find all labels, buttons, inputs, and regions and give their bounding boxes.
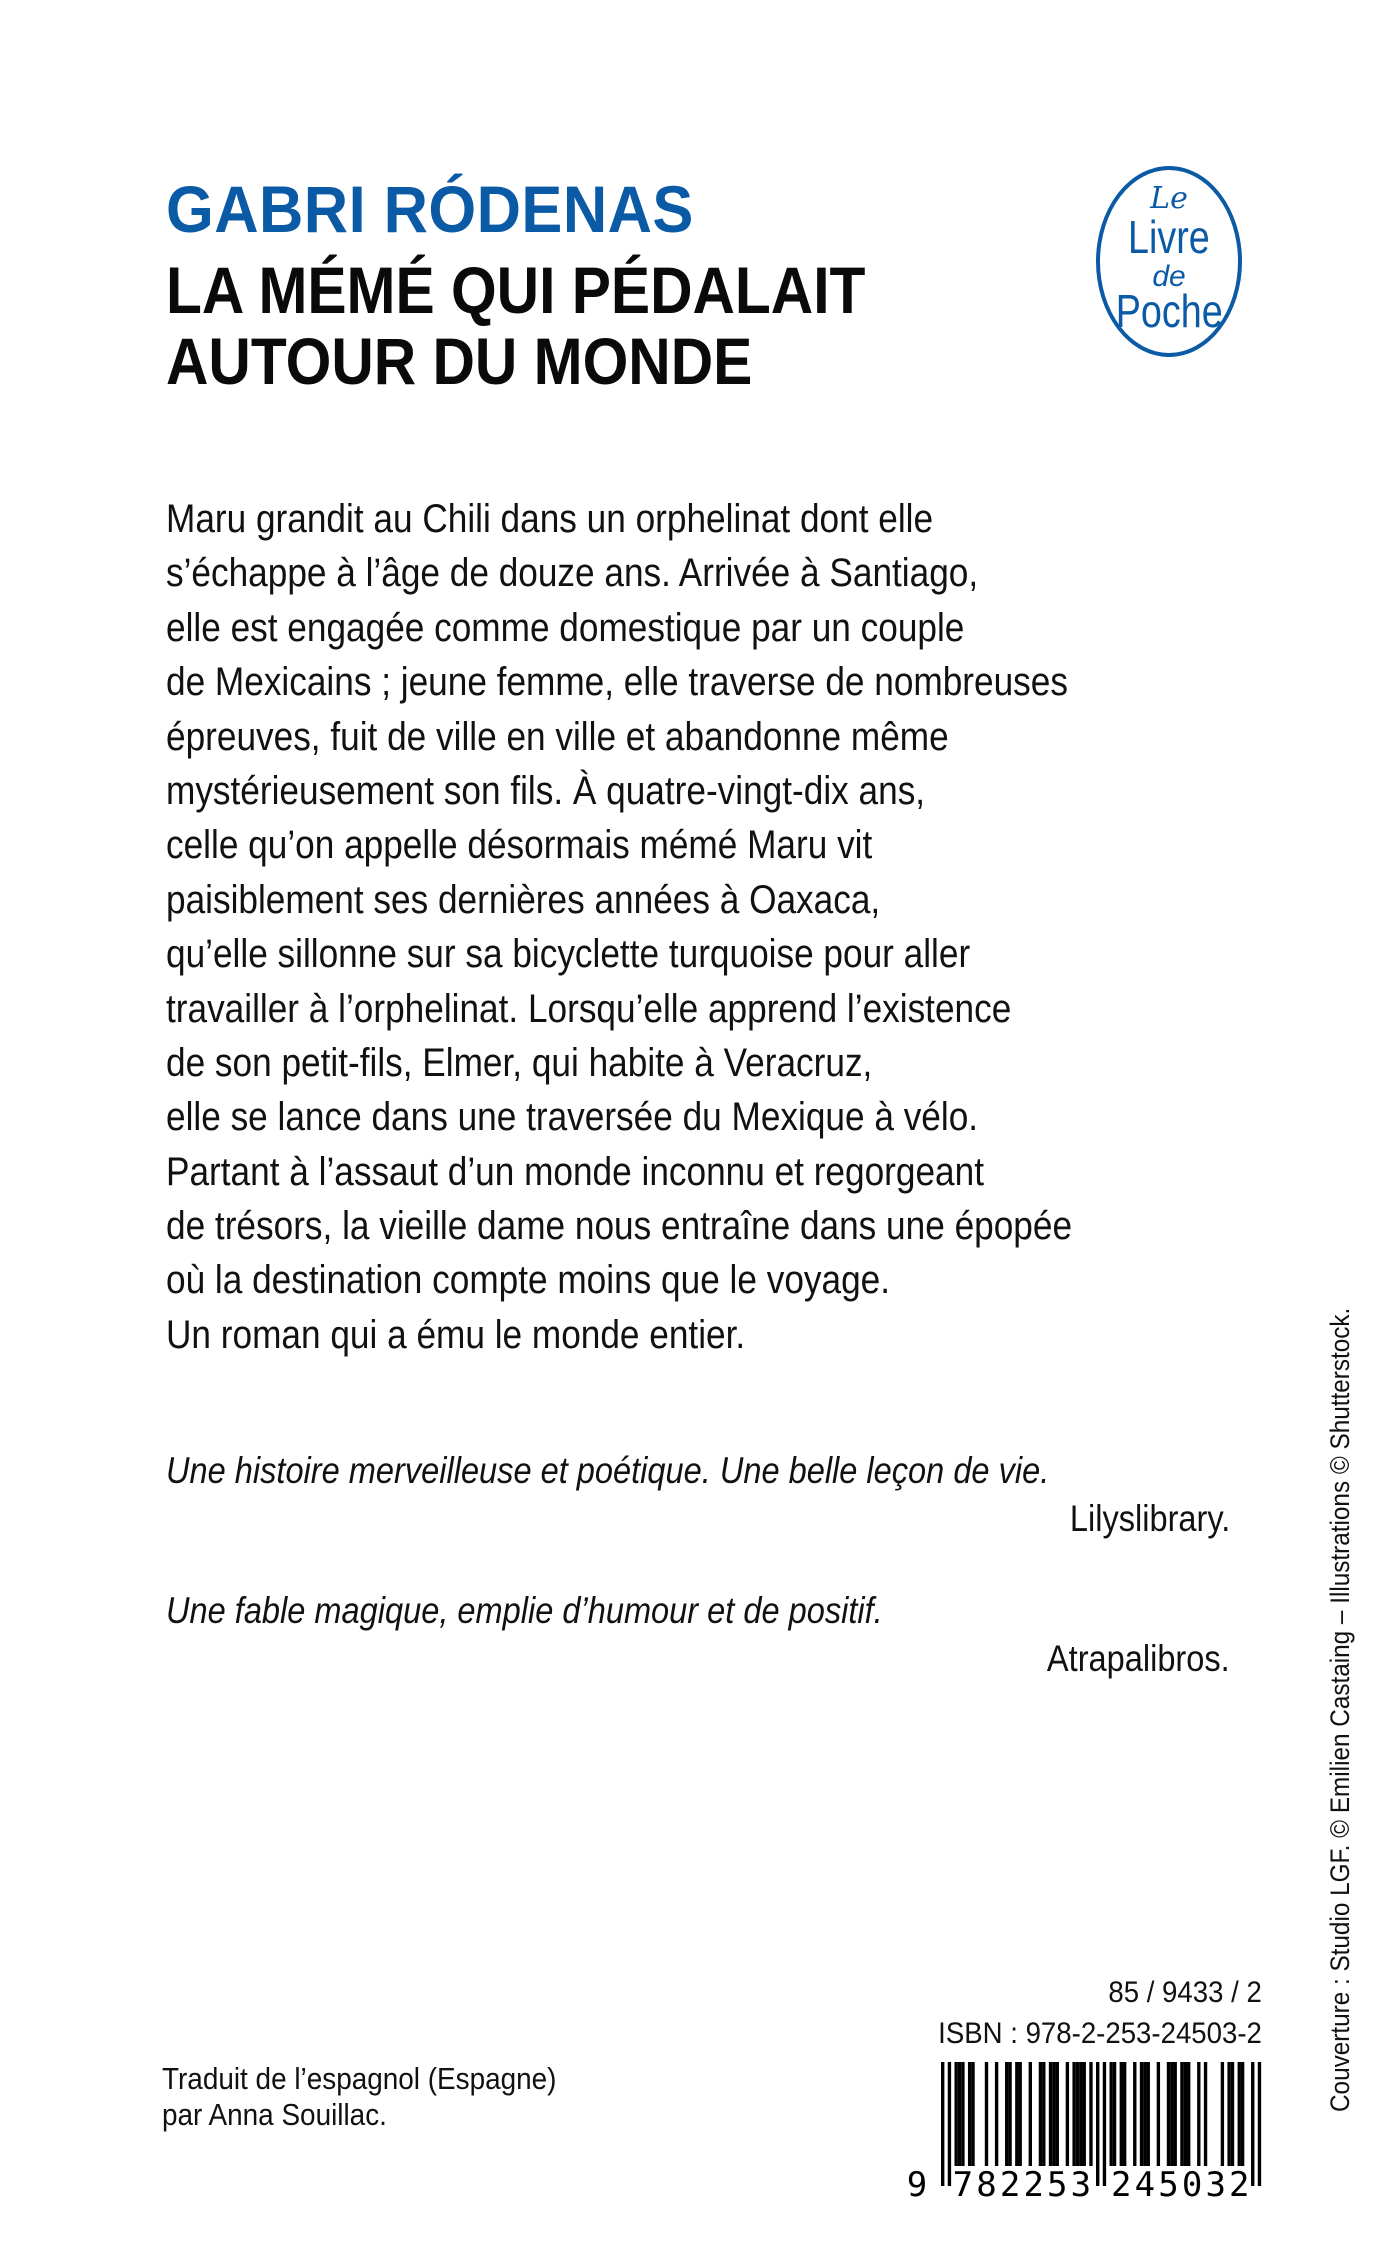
summary-line-text: paisiblement ses dernières années à Oaxaca, (166, 877, 881, 922)
translator-text-2: par Anna Souillac. (162, 2097, 387, 2132)
review-source-text-2: Atrapalibros. (1047, 1638, 1230, 1679)
summary-line (166, 601, 1286, 655)
review-quote-1 (166, 1452, 1170, 1489)
book-title-text-2: AUTOUR DU MONDE (166, 324, 753, 398)
summary-line (166, 818, 1286, 872)
book-title-text-1: LA MÉMÉ QUI PÉDALAIT (166, 253, 866, 327)
svg-text:5: 5 (1158, 2165, 1179, 2202)
logo-le: Le (1150, 181, 1188, 216)
review-quote-text-2: Une fable magique, emplie d’humour et de positif. (166, 1590, 883, 1631)
summary-line-text: mystérieusement son fils. À quatre-vingt-dix ans, (166, 768, 926, 813)
summary-line (166, 982, 1286, 1036)
summary-line (166, 1090, 1286, 1144)
summary-line (166, 927, 1286, 981)
summary-line-text: épreuves, fuit de ville en ville et abandonne même (166, 714, 949, 759)
summary-line-text: Un roman qui a ému le monde entier. (166, 1312, 746, 1357)
summary-line-text: Partant à l’assaut d’un monde inconnu et regorgeant (166, 1149, 984, 1194)
summary-line (166, 873, 1286, 927)
summary-line (166, 492, 1286, 546)
svg-text:0: 0 (1181, 2165, 1203, 2202)
summary-line (166, 710, 1286, 764)
cover-credit-text: Couverture : Studio LGF. © Emilien Castaing – Illustrations © Shutterstock. (1325, 1307, 1355, 2112)
cover-credit (1322, 1307, 1358, 2112)
book-title-line-1 (166, 253, 952, 327)
summary-line-text: celle qu’on appelle désormais mémé Maru vit (166, 823, 873, 868)
isbn-number (910, 2019, 1262, 2049)
svg-text:2: 2 (999, 2165, 1021, 2202)
summary-line-text: elle est engagée comme domestique par un couple (166, 605, 965, 650)
svg-text:5: 5 (1047, 2165, 1068, 2202)
summary-line-text: s’échappe à l’âge de douze ans. Arrivée à Santiago, (166, 551, 979, 596)
svg-text:2: 2 (1023, 2165, 1044, 2202)
review-quote-2 (166, 1592, 980, 1629)
book-title-line-2 (166, 324, 825, 398)
review-quote-text-1: Une histoire merveilleuse et poétique. Une belle leçon de vie. (166, 1450, 1050, 1491)
review-source-text-1: Lilyslibrary. (1069, 1498, 1230, 1539)
catalog-reference-text: 85 / 9433 / 2 (1108, 1976, 1262, 2009)
isbn-text: ISBN : 978-2-253-24503-2 (938, 2017, 1262, 2050)
summary-line-text: elle se lance dans une traversée du Mexique à vélo. (166, 1095, 979, 1140)
summary-line (166, 655, 1286, 709)
author-name-text: GABRI RÓDENAS (166, 172, 694, 246)
translator-credit-line-2 (162, 2099, 412, 2130)
svg-text:3: 3 (1205, 2165, 1226, 2202)
svg-text:7: 7 (952, 2165, 974, 2202)
summary-line-text: de son petit-fils, Elmer, qui habite à Veracruz, (166, 1040, 873, 1085)
review-source-1 (1048, 1500, 1230, 1537)
svg-text:4: 4 (1134, 2165, 1156, 2202)
summary-line (166, 1145, 1286, 1199)
translator-credit-line-1 (162, 2063, 600, 2094)
logo-livre (1100, 211, 1238, 263)
review-source-2 (1022, 1640, 1230, 1677)
svg-text:8: 8 (976, 2165, 997, 2202)
summary-line (166, 1253, 1286, 1307)
summary-line (166, 764, 1286, 818)
logo-poche-text: Poche (1115, 285, 1223, 337)
translator-text-1: Traduit de l’espagnol (Espagne) (162, 2061, 557, 2096)
book-summary (166, 492, 1286, 1362)
summary-line-text: Maru grandit au Chili dans un orphelinat dont elle (166, 497, 934, 541)
ean-barcode-icon (905, 2060, 1265, 2202)
publisher-logo (1096, 166, 1242, 357)
summary-line (166, 1036, 1286, 1090)
summary-line-text: où la destination compte moins que le voyage. (166, 1258, 891, 1303)
logo-de: de (1152, 260, 1186, 293)
logo-poche (1094, 285, 1244, 337)
svg-text:2: 2 (1111, 2165, 1132, 2202)
logo-livre-text: Livre (1128, 211, 1210, 263)
summary-line-text: travailler à l’orphelinat. Lorsqu’elle apprend l’existence (166, 986, 1012, 1031)
summary-line-text: de Mexicains ; jeune femme, elle traverse de nombreuses (166, 660, 1068, 705)
svg-text:9: 9 (906, 2165, 928, 2202)
summary-line-text: qu’elle sillonne sur sa bicyclette turquoise pour aller (166, 932, 971, 977)
svg-text:3: 3 (1070, 2165, 1092, 2202)
summary-line (166, 1308, 1286, 1362)
summary-line (166, 1199, 1286, 1253)
summary-line-text: de trésors, la vieille dame nous entraîne dans une épopée (166, 1204, 1073, 1249)
svg-text:2: 2 (1228, 2165, 1250, 2202)
author-name (166, 172, 734, 246)
catalog-reference (1095, 1978, 1262, 2008)
summary-line (166, 546, 1286, 600)
